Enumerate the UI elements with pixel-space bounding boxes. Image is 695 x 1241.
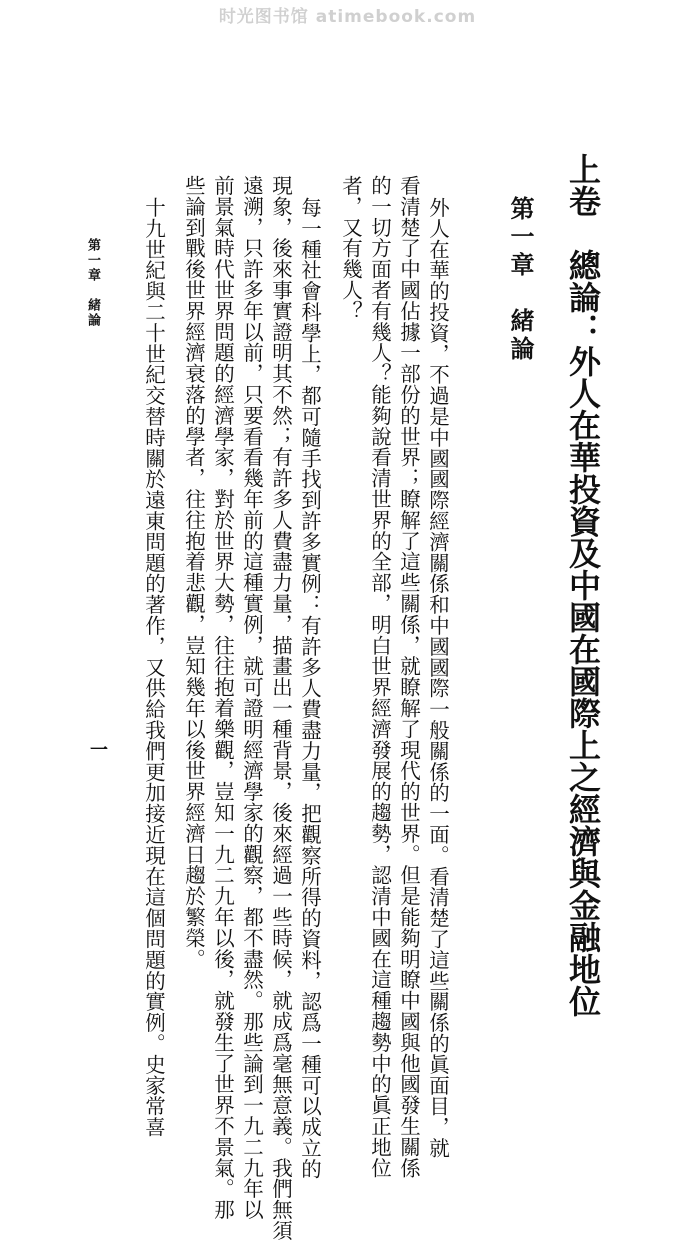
book-title: 上卷 總論：外人在華投資及中國在國際上之經濟與金融地位	[564, 153, 602, 1017]
text-column: 每一種社會科學上，都可隨手找到許多實例：有許多人費盡力量，把觀察所得的資料，認爲一種可以成立的	[297, 197, 322, 1180]
text-column: 遠溯，只許多年以前，只要看看幾年前的這種實例，就可證明經濟學家的觀察，都不盡然。那些論到一九二九年以	[239, 175, 264, 1220]
text-column: 外人在華的投資，不過是中國國際經濟關係和中國國際一般關係的一面。看清楚了這些關係的眞面目，就	[425, 197, 450, 1159]
text-column: 前景氣時代世界問題的經濟學家，對於世界大勢，往往抱着樂觀，豈知一九二九年以後，就發生了世界不景氣。那	[210, 175, 235, 1220]
text-column: 看清楚了中國佔據一部份的世界；瞭解了這些關係，就瞭解了現代的世界。但是能夠明瞭中國與他國發生關係	[396, 175, 421, 1179]
watermark-text: 时光图书馆 atimebook.com	[218, 7, 477, 27]
chapter-heading: 第一章 緒論	[506, 196, 535, 364]
text-column: 者，又有幾人？	[338, 175, 363, 322]
running-head: 第一章 緒論	[85, 238, 100, 328]
text-column: 十九世紀與二十世紀交替時關於遠東問題的著作，又供給我們更加接近現在這個問題的實例。史家常喜	[141, 197, 166, 1138]
text-column: 些論到戰後世界經濟衰落的學者，往往抱着悲觀，豈知幾年以後世界經濟日趨於繁榮。	[181, 175, 206, 970]
text-column: 現象，後來事實證明其不然；有許多人費盡力量，描畫出一種背景，後來經過一些時候，就成爲毫無意義。我們無須	[268, 175, 293, 1241]
text-column: 的一切方面者有幾人？能夠說看清世界的全部，明白世界經濟發展的趨勢，認清中國在這種趨勢中的眞正地位	[367, 175, 392, 1179]
page-number: 一	[87, 740, 108, 758]
